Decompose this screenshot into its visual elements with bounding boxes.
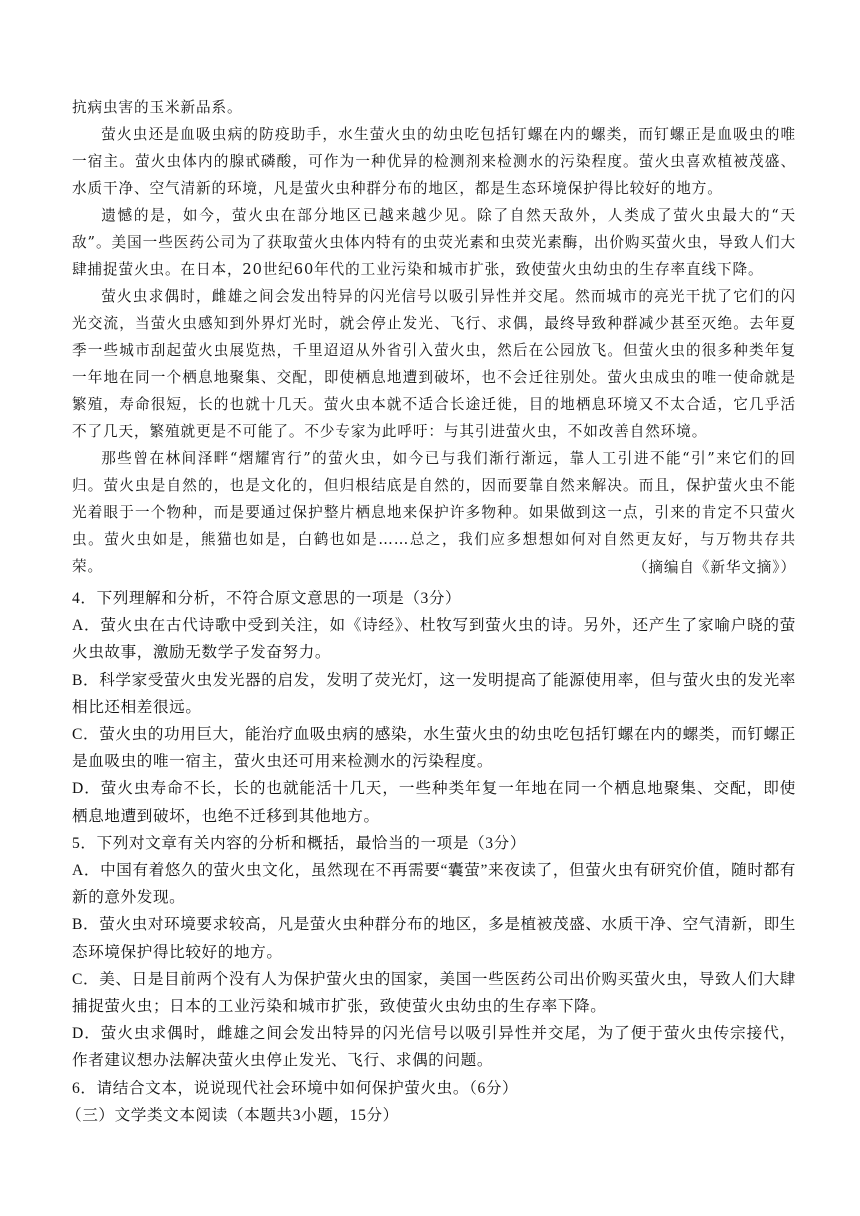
- section-3-title: （三）文学类文本阅读（本题共3小题，15分）: [66, 1106, 399, 1124]
- question-4-option-c: C．萤火虫的功用巨大，能治疗血吸虫病的感染，水生萤火虫的幼虫吃包括钉螺在内的螺类，而钉螺正是血吸虫的唯一宿主，萤火虫还可用来检测水的污染程度。: [72, 726, 796, 771]
- question-5-option-d: D．萤火虫求偶时，雌雄之间会发出特异的闪光信号以吸引异性并交尾，为了便于萤火虫传宗接代，作者建议想办法解决萤火虫停止发光、飞行、求偶的问题。: [72, 1025, 796, 1070]
- reading-passage: [72, 94, 796, 580]
- question-5-option-c: C．美、日是目前两个没有人为保护萤火虫的国家，美国一些医药公司出价购买萤火虫，导致人们大肆捕捉萤火虫；日本的工业污染和城市扩张，致使萤火虫幼虫的生存率下降。: [72, 970, 796, 1016]
- question-5-option-b: B．萤火虫对环境要求较高，凡是萤火虫种群分布的地区，多是植被茂盛、水质干净、空气清新，即生态环境保护得比较好的地方。: [72, 916, 796, 961]
- questions-section: [66, 585, 796, 1129]
- question-6-stem: 6．请结合文本，说说现代社会环境中如何保护萤火虫。（6分）: [72, 1079, 519, 1097]
- passage-paragraph: 萤火虫还是血吸虫病的防疫助手，水生萤火虫的幼虫吃包括钉螺在内的螺类，而钉螺正是血吸虫的唯一宿主。萤火虫体内的腺甙磷酸，可作为一种优异的检测剂来检测水的污染程度。萤火虫喜欢植被茂盛、水质干净、空气清新的环境，凡是萤火虫种群分布的地区，都是生态环境保护得比较好的地方。: [72, 126, 796, 197]
- question-5-stem: 5．下列对文章有关内容的分析和概括，最恰当的一项是（3分）: [72, 834, 527, 852]
- passage-paragraph: 萤火虫求偶时，雌雄之间会发出特异的闪光信号以吸引异性并交尾。然而城市的亮光干扰了它们的闪光交流，当萤火虫感知到外界灯光时，就会停止发光、飞行、求偶，最终导致种群减少甚至灭绝。去年夏季一些城市刮起萤火虫展览热，千里迢迢从外省引入萤火虫，然后在公园放飞。但萤火虫的很多种类年复一年地在同一个栖息地聚集、交配，即使栖息地遭到破坏，也不会迁往别处。萤火虫成虫的唯一使命就是繁殖，寿命很短，长的也就十几天。萤火虫本就不适合长途迁徙，目的地栖息环境又不太合适，它几乎活不了几天，繁殖就更是不可能了。不少专家为此呼吁：与其引进萤火虫，不如改善自然环境。: [72, 288, 796, 440]
- question-4-option-d: D．萤火虫寿命不长，长的也就能活十几天，一些种类年复一年地在同一个栖息地聚集、交配，即使栖息地遭到破坏，也绝不迁移到其他地方。: [72, 780, 796, 825]
- passage-source: （摘编自《新华文摘》）: [632, 559, 796, 576]
- question-4-option-a: A．萤火虫在古代诗歌中受到关注，如《诗经》、杜牧写到萤火虫的诗。另外，还产生了家喻户晓的萤火虫故事，激励无数学子发奋努力。: [72, 617, 796, 662]
- passage-paragraph: 遗憾的是，如今，萤火虫在部分地区已越来越少见。除了自然天敌外，人类成了萤火虫最大的“天敌”。美国一些医药公司为了获取萤火虫体内特有的虫荧光素和虫荧光素酶，出价购买萤火虫，导致人们大肆捕捉萤火虫。在日本，20世纪60年代的工业污染和城市扩张，致使萤火虫幼虫的生存率直线下降。: [72, 207, 796, 278]
- passage-paragraph: 抗病虫害的玉米新品系。: [72, 99, 243, 116]
- question-4-option-b: B．科学家受萤火虫发光器的启发，发明了荧光灯，这一发明提高了能源使用率，但与萤火虫的发光率相比还相差很远。: [72, 671, 796, 716]
- question-5-option-a: A．中国有着悠久的萤火虫文化，虽然现在不再需要“囊萤”来夜读了，但萤火虫有研究价值，随时都有新的意外发现。: [72, 862, 796, 907]
- question-4-stem: 4．下列理解和分析，不符合原文意思的一项是（3分）: [72, 590, 462, 607]
- passage-paragraph: 那些曾在林间泽畔“熠耀宵行”的萤火虫，如今已与我们渐行渐远，靠人工引进不能“引”来它们的回归。萤火虫是自然的，也是文化的，但归根结底是自然的，因而要靠自然来解决。而且，保护萤火虫不能光着眼于一个物种，而是要通过保护整片栖息地来保护许多物种。如果做到这一点，引来的肯定不只萤火虫。萤火虫如是，熊猫也如是，白鹤也如是……总之，我们应多想想如何对自然更友好，与万物共存共荣。: [72, 450, 796, 575]
